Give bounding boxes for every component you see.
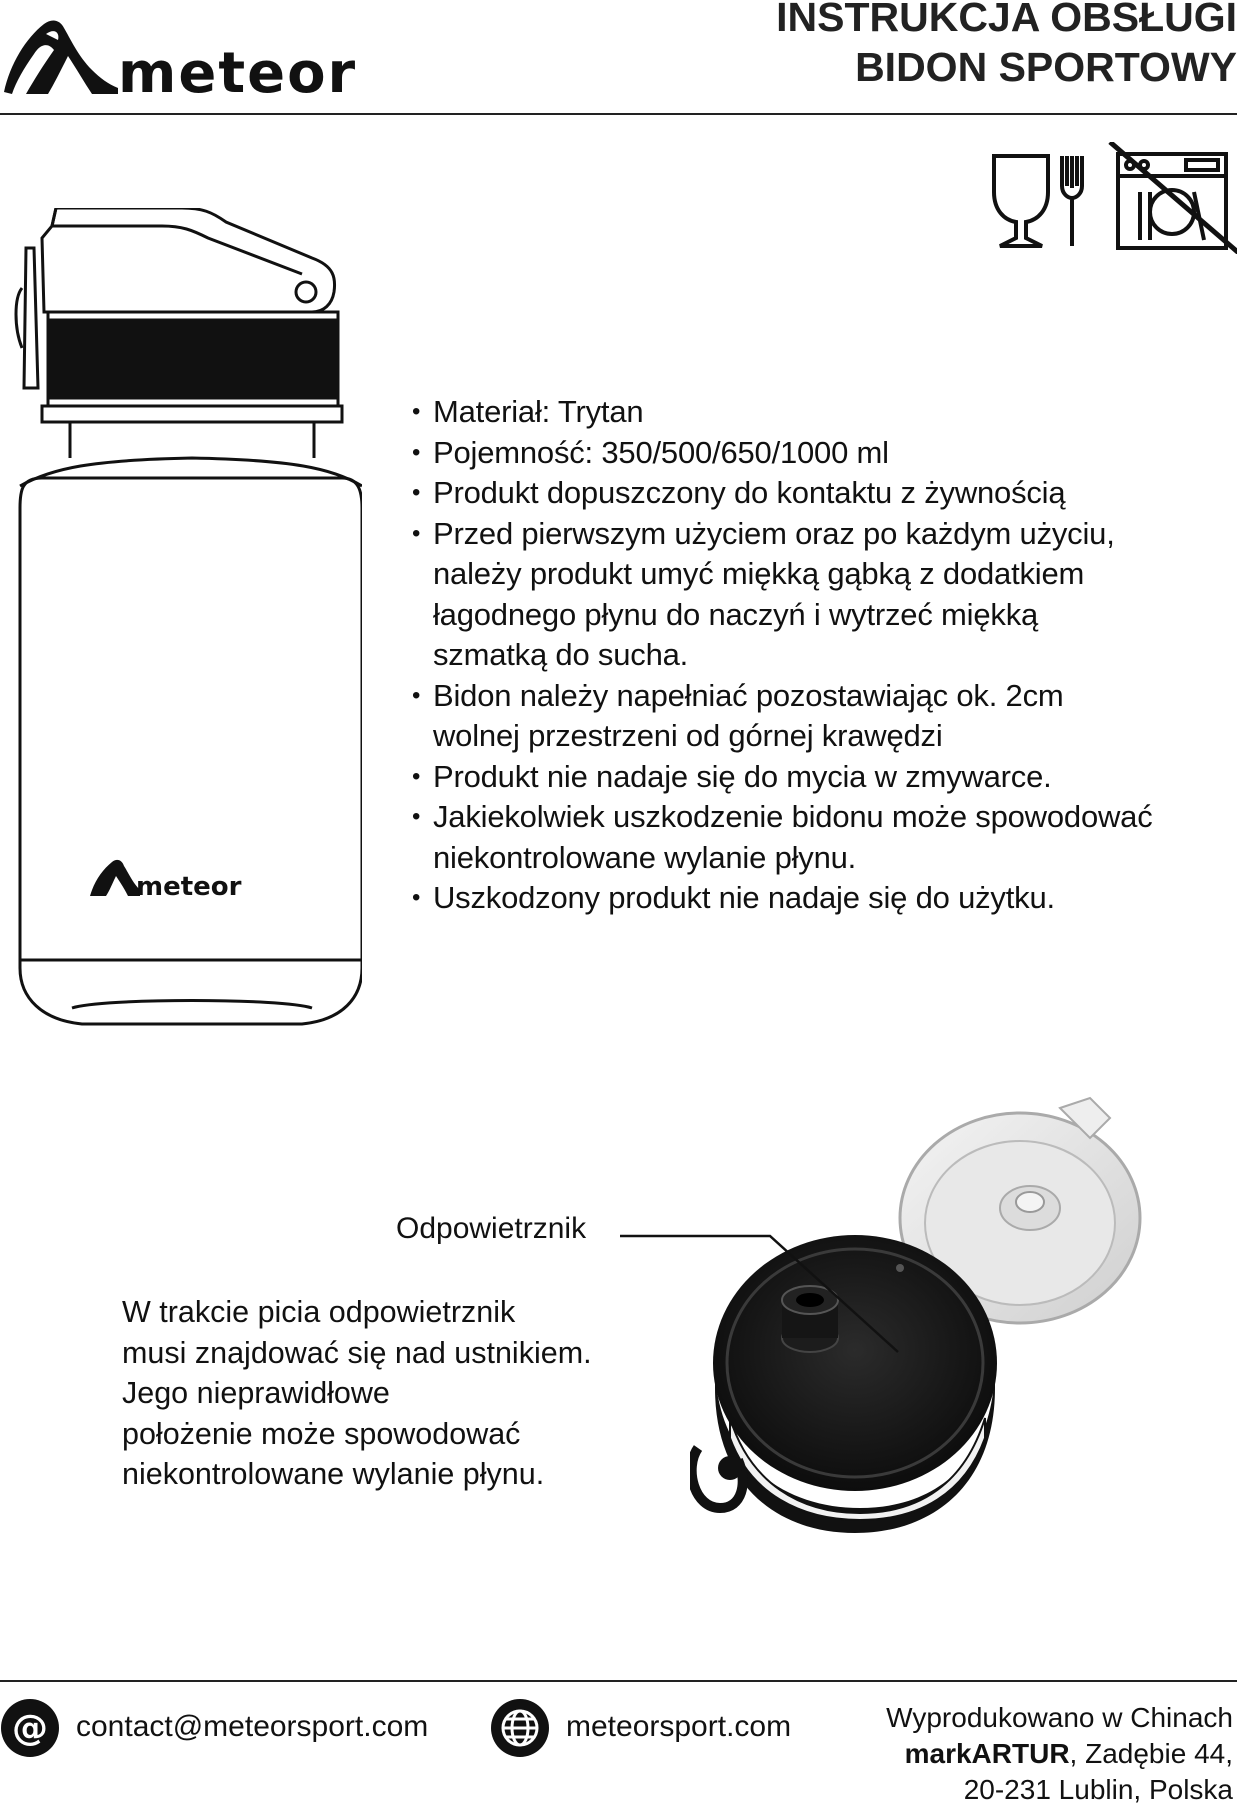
logo-wordmark: meteor: [118, 41, 358, 98]
spec-item: • Przed pierwszym użyciem oraz po każdym użyciu, należy produkt umyć miękką gąbką z dodatkiem łagodnego płynu do naczyń i wytrzeć miękką szmatką do sucha.: [412, 514, 1237, 676]
spec-item: • Produkt nie nadaje się do mycia w zmywarce.: [412, 757, 1237, 798]
svg-text:@: @: [12, 1708, 48, 1749]
spec-item: • Jakiekolwiek uszkodzenie bidonu może spowodować niekontrolowane wylanie płynu.: [412, 797, 1237, 878]
bottle-logo-icon: [90, 860, 140, 896]
title-line-2: BIDON SPORTOWY: [855, 44, 1237, 90]
globe-icon: [490, 1698, 550, 1758]
hand-wash-icon: [994, 156, 1082, 246]
lid-illustration: [690, 1088, 1160, 1593]
spec-item: • Produkt dopuszczony do kontaktu z żywnością: [412, 473, 1237, 514]
bottle-logo-wordmark: meteor: [136, 872, 242, 902]
vent-hole-icon: [896, 1264, 904, 1272]
care-icons: [990, 142, 1237, 254]
spec-item: • Materiał: Trytan: [412, 392, 1237, 433]
title-line-1: INSTRUKCJA OBSŁUGI: [776, 0, 1237, 40]
footer-divider: [0, 1680, 1237, 1682]
spec-item: • Uszkodzony produkt nie nadaje się do użytku.: [412, 878, 1237, 919]
meteor-logo-icon: [0, 12, 420, 98]
bottle-illustration: [12, 208, 362, 1030]
page-title: [776, 0, 1237, 92]
header-divider: [0, 113, 1237, 115]
manufacturer-address: Wyprodukowano w Chinach markARTUR, Zadębie 44, 20-231 Lublin, Polska: [886, 1702, 1233, 1805]
spec-item: • Pojemność: 350/500/650/1000 ml: [412, 433, 1237, 474]
spec-item: • Bidon należy napełniać pozostawiając ok. 2cm wolnej przestrzeni od górnej krawędzi: [412, 676, 1237, 757]
website-link[interactable]: meteorsport.com: [566, 1710, 792, 1743]
brand-logo: [0, 12, 420, 98]
email-icon: [0, 1698, 60, 1758]
contact-email[interactable]: contact@meteorsport.com: [76, 1710, 429, 1743]
company-name: markARTUR: [904, 1738, 1070, 1769]
no-dishwasher-icon: [1110, 142, 1237, 254]
vent-callout-label: Odpowietrznik: [396, 1212, 587, 1245]
vent-note: W trakcie picia odpowietrznik musi znajdować się nad ustnikiem. Jego nieprawidłowe położenie może spowodować niekontrolowane wylanie płynu.: [122, 1295, 592, 1491]
spec-list: [412, 392, 1237, 919]
